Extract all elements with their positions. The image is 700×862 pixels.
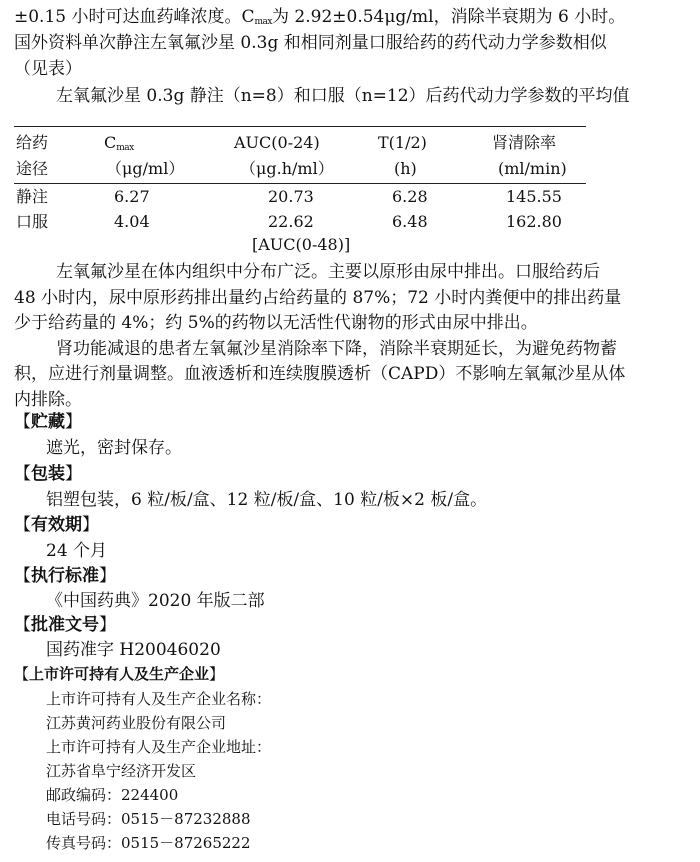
intro-text: 为 2.92±0.54μg/ml，消除半衰期为 6 小时。	[272, 7, 626, 27]
bracket-close: 】	[65, 464, 82, 484]
table-row-oral-cmax: 4.04	[114, 212, 150, 231]
section-title: 包装	[31, 464, 65, 484]
mah-fax: 传真号码：0515－87265222	[46, 834, 251, 852]
table-row-iv-auc: 20.73	[268, 187, 314, 206]
table-header-cmax	[104, 132, 134, 159]
bracket-close: 】	[99, 566, 116, 586]
table-row-oral-thalf: 6.48	[392, 212, 428, 231]
table-footnote: [AUC(0-48)]	[252, 235, 351, 254]
bracket-open: 【	[14, 464, 31, 484]
table-row-oral-clearance: 162.80	[506, 212, 562, 231]
section-title: 有效期	[31, 515, 82, 535]
table-row-iv-thalf: 6.28	[392, 187, 428, 206]
table-header-route-2: 途径	[16, 159, 49, 178]
table-top-rule	[14, 126, 586, 127]
para1-line3: 少于给药量的 4%；约 5%的药物以无活性代谢物的形式由尿中排出。	[14, 313, 538, 333]
mah-addr: 江苏省阜宁经济开发区	[46, 762, 197, 780]
table-row-iv-cmax: 6.27	[114, 187, 150, 206]
para2-line2: 积，应进行剂量调整。血液透析和连续腹膜透析（CAPD）不影响左氧氟沙星从体	[14, 364, 626, 384]
mah-name-label: 上市许可持有人及生产企业名称：	[46, 690, 272, 708]
section-storage-title	[14, 411, 82, 433]
section-title: 批准文号	[31, 615, 99, 635]
table-header-clearance: 肾清除率	[492, 133, 557, 152]
bracket-close: 】	[65, 412, 82, 432]
bracket-open: 【	[14, 665, 30, 683]
table-row-iv-route: 静注	[16, 187, 49, 206]
cmax-subscript: max	[116, 143, 134, 153]
section-title: 贮藏	[31, 412, 65, 432]
table-mid-rule	[14, 183, 586, 184]
section-package-title	[14, 463, 82, 485]
bracket-open: 【	[14, 412, 31, 432]
section-standard-text: 《中国药典》2020 年版二部	[46, 591, 265, 611]
cmax-subscript: max	[254, 17, 272, 27]
section-approval-text: 国药准字 H20046020	[46, 640, 221, 660]
section-validity-title	[14, 514, 99, 536]
mah-postcode: 邮政编码：224400	[46, 786, 179, 804]
intro-line-2: 国外资料单次静注左氧氟沙星 0.3g 和相同剂量口服给药的药代动力学参数相似	[14, 33, 607, 53]
table-row-oral-route: 口服	[16, 212, 49, 231]
para1-line1: 左氧氟沙星在体内组织中分布广泛。主要以原形由尿中排出。口服给药后	[56, 262, 600, 282]
section-mah-title	[14, 663, 224, 685]
bracket-close: 】	[209, 665, 225, 683]
table-row-iv-clearance: 145.55	[506, 187, 562, 206]
table-header-cmax-unit: （μg/ml）	[106, 159, 185, 178]
section-approval-title	[14, 614, 116, 636]
cmax-label: C	[104, 133, 117, 152]
intro-text: ±0.15 小时可达血药峰浓度。C	[14, 7, 255, 27]
mah-phone: 电话号码：0515－87232888	[46, 810, 251, 828]
mah-addr-label: 上市许可持有人及生产企业地址：	[46, 738, 272, 756]
table-row-oral-auc: 22.62	[268, 212, 314, 231]
para2-line3: 内排除。	[14, 390, 82, 410]
para1-line2: 48 小时内，尿中原形药排出量约占给药量的 87%；72 小时内粪便中的排出药量	[14, 288, 622, 308]
mah-name: 江苏黄河药业股份有限公司	[46, 714, 227, 732]
bracket-open: 【	[14, 515, 31, 535]
table-caption: 左氧氟沙星 0.3g 静注（n=8）和口服（n=12）后药代动力学参数的平均值	[56, 86, 630, 106]
bracket-open: 【	[14, 566, 31, 586]
para2-line1: 肾功能减退的患者左氧氟沙星消除率下降，消除半衰期延长，为避免药物蓄	[56, 339, 617, 359]
section-standard-title	[14, 565, 116, 587]
section-title: 执行标准	[31, 566, 99, 586]
table-header-route: 给药	[16, 133, 49, 152]
section-storage-text: 遮光，密封保存。	[46, 438, 182, 458]
table-header-clearance-unit: (ml/min)	[498, 159, 567, 178]
table-header-auc: AUC(0-24)	[234, 133, 320, 152]
section-package-text: 铝塑包装，6 粒/板/盒、12 粒/板/盒、10 粒/板×2 板/盒。	[46, 490, 488, 510]
bracket-close: 】	[99, 615, 116, 635]
bracket-open: 【	[14, 615, 31, 635]
intro-line-3: （见表）	[14, 59, 82, 79]
table-header-thalf: T(1/2)	[378, 133, 427, 152]
bracket-close: 】	[82, 515, 99, 535]
section-validity-text: 24 个月	[46, 541, 108, 561]
intro-line-1	[14, 6, 625, 33]
table-header-auc-unit: （μg.h/ml）	[240, 159, 334, 178]
section-title: 上市许可持有人及生产企业	[29, 665, 210, 683]
table-header-thalf-unit: (h)	[394, 159, 417, 178]
